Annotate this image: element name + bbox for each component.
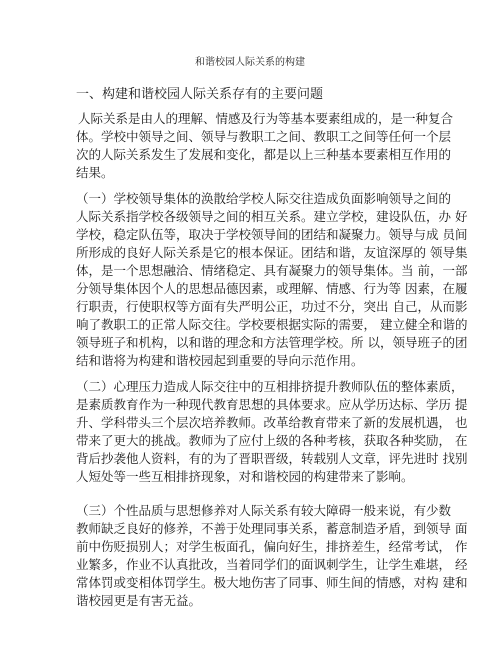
text-line: 体。学校中领导之间、领导与教职工之间、教职工之间等任何一个层 <box>76 129 452 144</box>
section-heading: 一、构建和谐校园人际关系存有的主要问题 <box>76 87 324 102</box>
text-line: 常体罚或变相体罚学生。极大地伤害了同事、师生间的情感，对构 建和 <box>76 575 468 590</box>
paragraph-personality <box>76 502 468 610</box>
text-line: （三）个性品质与思想修养对人际关系有较大障碍一般来说，有少数 <box>76 503 452 518</box>
text-line: 结果。 <box>76 165 114 180</box>
text-line: 体，是一个思想融洽、情绪稳定、具有凝聚力的领导集体。当 前，一部 <box>76 263 468 278</box>
text-line: 是素质教育作为一种现代教育思想的具体要求。应从学历达标、学历 提 <box>76 397 468 412</box>
text-line: 人短处等一些互相排挤现象，对和谐校园的构建带来了影响。 <box>76 469 414 484</box>
paragraph-leadership <box>76 190 468 370</box>
text-line: 领导班子和机构，以和谐的理念和方法管理学校。所 以，领导班子的团 <box>76 335 468 350</box>
text-line: 人际关系指学校各级领导之间的相互关系。建立学校，建设队伍，办 好 <box>76 209 468 224</box>
text-line: 人际关系是由人的理解、情感及行为等基本要素组成的，是一种复合 <box>78 111 454 126</box>
text-line: 谐校园更是有害无益。 <box>76 593 202 608</box>
text-line: 升、学科带头三个层次培养教师。改革给教育带来了新的发展机遇， 也 <box>76 415 468 430</box>
text-line: 所形成的良好人际关系是它的根本保证。团结和谐，友谊深厚的 领导集 <box>76 245 468 260</box>
text-line: （二）心理压力造成人际交往中的互相排挤提升教师队伍的整体素质， <box>76 379 464 394</box>
text-line: 行职责，行使职权等方面有失严明公正，功过不分，突出 自己，从而影 <box>76 299 468 314</box>
text-line: 教师缺乏良好的修养，不善于处理同事关系，蓄意制造矛盾，到领导 面 <box>76 521 468 536</box>
text-line: 带来了更大的挑战。教师为了应付上级的各种考核，获取各种奖励， 在 <box>76 433 468 448</box>
paragraph-intro <box>76 110 454 182</box>
text-line: 业繁多，作业不认真批改，当着同学们的面讽刺学生，让学生难堪， 经 <box>76 557 468 572</box>
text-line: 前中伤贬损别人；对学生板面孔，偏向好生，排挤差生，经常考试， 作 <box>76 539 468 554</box>
text-line: （一）学校领导集体的涣散给学校人际交往造成负面影响领导之间的 <box>76 191 452 206</box>
paragraph-pressure <box>76 378 468 486</box>
text-line: 分领导集体因个人的思想品德因素，或理解、情感、行为等 因素，在履 <box>76 281 468 296</box>
text-line: 响了教职工的正常人际交往。学校要根据实际的需要， 建立健全和谐的 <box>76 317 468 332</box>
text-line: 背后抄袭他人资料，有的为了晋职晋级，转载别人文章，评先进时 找别 <box>76 451 468 466</box>
text-line: 次的人际关系发生了发展和变化，都是以上三种基本要素相互作用的 <box>76 147 452 162</box>
text-line: 结和谐将为构建和谐校园起到重要的导向示范作用。 <box>76 353 364 368</box>
document-title: 和谐校园人际关系的构建 <box>195 57 305 68</box>
text-line: 学校，稳定队伍等，取决于学校领导间的团结和凝聚力。领导与成 员间 <box>76 227 468 242</box>
